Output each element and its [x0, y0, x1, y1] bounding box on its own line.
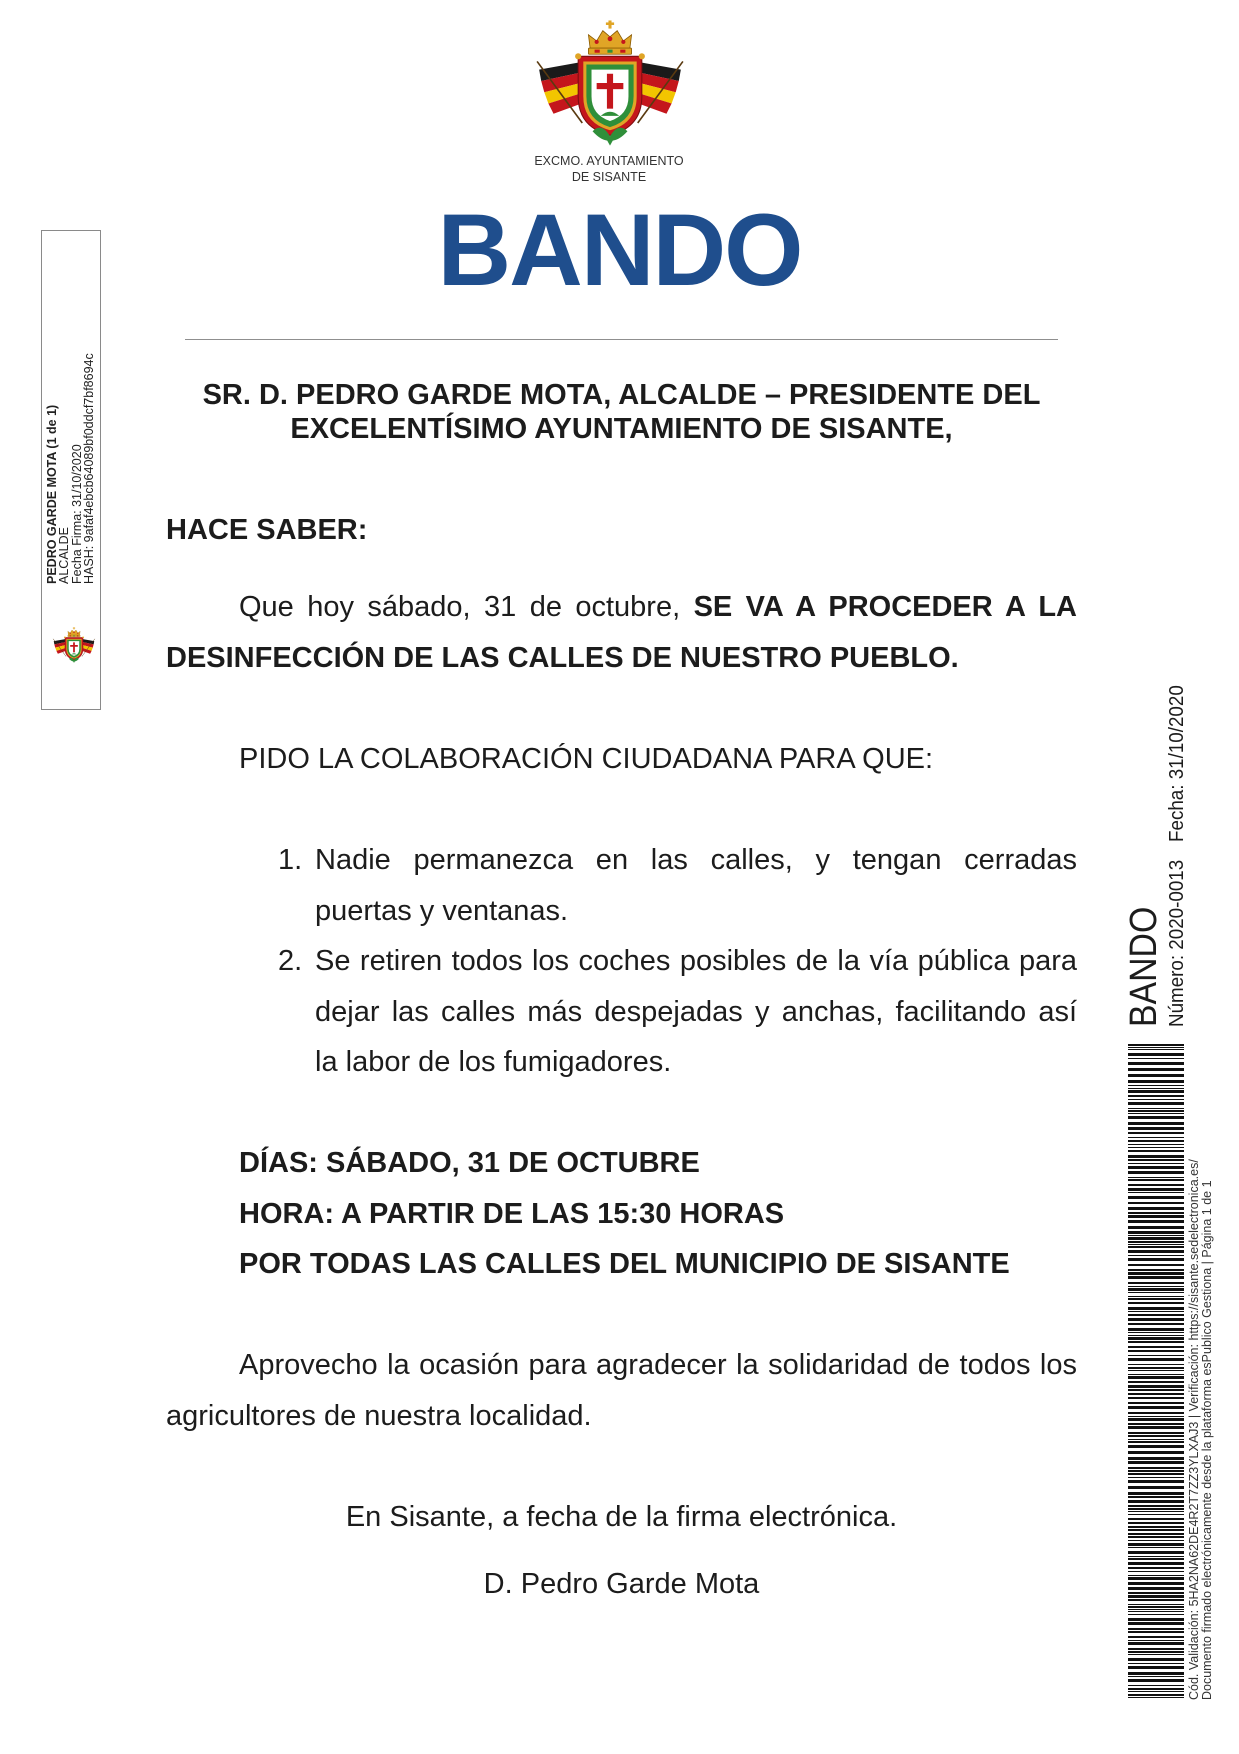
barcode-bar — [1128, 1159, 1184, 1161]
barcode-bar — [1128, 1688, 1184, 1690]
stamp-date: Fecha Firma: 31/10/2020 — [69, 444, 84, 584]
barcode-bar — [1128, 1090, 1184, 1093]
announcement-paragraph — [166, 582, 1077, 683]
barcode-bar — [1128, 1335, 1184, 1336]
barcode-bar — [1128, 1358, 1184, 1361]
barcode-bar — [1128, 1622, 1184, 1625]
barcode-bar — [1128, 1370, 1184, 1371]
barcode-bar — [1128, 1461, 1184, 1464]
barcode-bar — [1128, 1192, 1184, 1193]
barcode-bar — [1128, 1272, 1184, 1275]
barcode-bar — [1128, 1599, 1184, 1601]
barcode-bar — [1128, 1108, 1184, 1109]
barcode-bar — [1128, 1685, 1184, 1686]
mayor-heading-line1: SR. D. PEDRO GARDE MOTA, ALCALDE – PRESIDENTE DEL — [202, 379, 1041, 411]
barcode-bar — [1128, 1518, 1184, 1520]
barcode-bar — [1128, 1269, 1184, 1271]
announcement-intro: Que hoy sábado, 31 de octubre, — [239, 591, 681, 623]
hace-saber-label: HACE SABER: — [166, 514, 368, 546]
barcode-bar — [1128, 1276, 1184, 1279]
barcode-bar — [1128, 1435, 1184, 1437]
barcode-bar — [1128, 1397, 1184, 1399]
barcode-bar — [1128, 1473, 1184, 1475]
registry-date: Fecha: 31/10/2020 — [1166, 685, 1188, 842]
barcode-bar — [1128, 1323, 1184, 1325]
barcode-bar — [1128, 1486, 1184, 1489]
barcode-bar — [1128, 1163, 1184, 1164]
emblem-caption-line1: EXCMO. AYUNTAMIENTO — [534, 154, 684, 168]
barcode-bar — [1128, 1226, 1184, 1229]
barcode-bar — [1128, 1511, 1184, 1512]
barcode-bar — [1128, 1311, 1184, 1312]
barcode-bar — [1128, 1171, 1184, 1174]
signature-stamp-text — [46, 344, 95, 584]
list-item-number: 2. — [278, 945, 303, 977]
barcode-bar — [1128, 1640, 1184, 1641]
barcode-bar — [1128, 1328, 1184, 1331]
barcode-bar — [1128, 1088, 1184, 1089]
list-item-number: 1. — [278, 844, 303, 876]
barcode-bar — [1128, 1215, 1184, 1218]
barcode-bar — [1128, 1235, 1184, 1236]
barcode-bar — [1128, 1047, 1184, 1048]
barcode-bar — [1128, 1676, 1184, 1677]
stamp-role: ALCALDE — [57, 527, 72, 584]
barcode-bar — [1128, 1127, 1184, 1130]
list-item-line: puertas y ventanas. — [315, 894, 569, 927]
list-item-line: Nadie permanezca en las calles, y tengan cerradas — [315, 844, 1077, 876]
barcode-bar — [1128, 1470, 1184, 1472]
barcode-bar — [1128, 1237, 1184, 1240]
barcode-bar — [1128, 1346, 1184, 1348]
barcode-bar — [1128, 1053, 1184, 1056]
barcode-bar — [1128, 1441, 1184, 1443]
thanks-line: agricultores de nuestra localidad. — [166, 1399, 592, 1432]
mayor-heading-line2: EXCELENTÍSIMO AYUNTAMIENTO DE SISANTE, — [290, 413, 953, 445]
barcode-bar — [1128, 1500, 1184, 1503]
barcode-bar — [1128, 1113, 1184, 1114]
barcode-bar — [1128, 1179, 1184, 1181]
barcode-bar — [1128, 1457, 1184, 1460]
registry-number: Número: 2020-0013 — [1166, 859, 1188, 1027]
barcode-bar — [1128, 1110, 1184, 1112]
barcode-bar — [1128, 1177, 1184, 1178]
barcode-bar — [1128, 1614, 1184, 1615]
barcode-bar — [1128, 1505, 1184, 1507]
barcode-bar — [1128, 1562, 1184, 1565]
barcode-bar — [1128, 1332, 1184, 1333]
barcode-bar — [1128, 1477, 1184, 1478]
barcode-bar — [1128, 1286, 1184, 1287]
barcode-bar — [1128, 1679, 1184, 1682]
barcode-bar — [1128, 1604, 1184, 1605]
barcode-bar — [1128, 1244, 1184, 1245]
barcode-bar — [1128, 1642, 1184, 1645]
barcode-bar — [1128, 1062, 1184, 1065]
barcode-bar — [1128, 1571, 1184, 1572]
barcode-bar — [1128, 1264, 1184, 1266]
barcode-bar — [1128, 1302, 1184, 1304]
thanks-line: Aprovecho la ocasión para agradecer la solidaridad de todos los — [239, 1349, 1077, 1381]
barcode-bar — [1128, 1558, 1184, 1560]
schedule-days: DÍAS: SÁBADO, 31 DE OCTUBRE — [239, 1147, 700, 1179]
barcode-bar — [1128, 1282, 1184, 1284]
stamp-hash: HASH: 9afaf4ebcb64089bf0ddcf7bf8694c — [81, 353, 96, 584]
barcode-bar — [1128, 1314, 1184, 1316]
barcode-bar — [1128, 1393, 1184, 1395]
platform-line: Documento firmado electrónicamente desde la plataforma esPublico Gestiona | Página 1 de 1 — [1199, 1180, 1214, 1700]
barcode-bar — [1128, 1166, 1184, 1169]
barcode-bar — [1128, 1423, 1184, 1425]
barcode-bar — [1128, 1467, 1184, 1469]
barcode-bar — [1128, 1341, 1184, 1343]
barcode-bar — [1128, 1631, 1184, 1633]
barcode-bar — [1128, 1044, 1184, 1046]
list-item-line: Se retiren todos los coches posibles de la vía pública para — [315, 945, 1077, 977]
barcode-bar — [1128, 1202, 1184, 1204]
title-divider — [185, 339, 1058, 340]
barcode-bar — [1128, 1577, 1184, 1580]
stamp-coat-of-arms — [52, 626, 96, 664]
barcode-bar — [1128, 1102, 1184, 1105]
barcode-bar — [1128, 1672, 1184, 1675]
barcode-bar — [1128, 1307, 1184, 1310]
barcode-bar — [1128, 1426, 1184, 1429]
barcode-bar — [1128, 1374, 1184, 1375]
validation-code-line: Cód. Validación: 5HA2NA62DE4R2T7ZZ3YLXAJ3 | Verificación: https://sisante.sedelectronica.es/ — [1187, 1159, 1201, 1700]
validation-barcode — [1128, 1044, 1184, 1700]
barcode-bar — [1128, 1068, 1184, 1071]
schedule-area: POR TODAS LAS CALLES DEL MUNICIPIO DE SISANTE — [239, 1248, 1010, 1280]
barcode-bar — [1128, 1432, 1184, 1434]
barcode-bar — [1128, 1220, 1184, 1223]
barcode-bar — [1128, 1132, 1184, 1134]
emblem-caption-line2: DE SISANTE — [571, 170, 647, 184]
barcode-bar — [1128, 1150, 1184, 1152]
barcode-bar — [1128, 1651, 1184, 1653]
barcode-bar — [1128, 1666, 1184, 1669]
barcode-bar — [1128, 1445, 1184, 1448]
barcode-bar — [1128, 1116, 1184, 1119]
mayor-heading — [166, 378, 1077, 446]
barcode-bar — [1128, 1543, 1184, 1546]
barcode-bar — [1128, 1654, 1184, 1655]
barcode-bar — [1128, 1155, 1184, 1158]
barcode-bar — [1128, 1480, 1184, 1483]
barcode-bar — [1128, 1611, 1184, 1612]
barcode-bar — [1128, 1628, 1184, 1630]
barcode-bar — [1128, 1416, 1184, 1417]
closing-line: En Sisante, a fecha de la firma electrónica. — [345, 1501, 898, 1533]
barcode-bar — [1128, 1697, 1184, 1698]
barcode-bar — [1128, 1406, 1184, 1409]
signatory-name: D. Pedro Garde Mota — [483, 1568, 760, 1600]
barcode-bar — [1128, 1618, 1184, 1621]
barcode-bar — [1128, 1540, 1184, 1541]
barcode-bar — [1128, 1691, 1184, 1692]
barcode-bar — [1128, 1567, 1184, 1569]
barcode-bar — [1128, 1376, 1184, 1379]
barcode-bar — [1128, 1381, 1184, 1383]
barcode-bar — [1128, 1529, 1184, 1531]
barcode-bar — [1128, 1049, 1184, 1050]
barcode-bar — [1128, 1451, 1184, 1454]
barcode-bar — [1128, 1595, 1184, 1598]
barcode-bar — [1128, 1137, 1184, 1138]
barcode-bar — [1128, 1418, 1184, 1421]
barcode-bar — [1128, 1536, 1184, 1538]
barcode-bar — [1128, 1080, 1184, 1083]
barcode-bar — [1128, 1389, 1184, 1391]
barcode-bar — [1128, 1355, 1184, 1356]
barcode-bar — [1128, 1196, 1184, 1199]
barcode-bar — [1128, 1556, 1184, 1557]
registry-doc-type: BANDO — [1123, 906, 1165, 1027]
barcode-bar — [1128, 1258, 1184, 1261]
registry-validation-text — [1188, 1140, 1213, 1700]
barcode-bar — [1128, 1085, 1184, 1086]
schedule-time: HORA: A PARTIR DE LAS 15:30 HORAS — [239, 1197, 785, 1230]
list-item-line: la labor de los fumigadores. — [315, 1046, 672, 1078]
barcode-bar — [1128, 1412, 1184, 1414]
document-title: BANDO — [437, 193, 802, 307]
barcode-bar — [1128, 1184, 1184, 1186]
barcode-bar — [1128, 1144, 1184, 1145]
announcement-bold: SE VA A PROCEDER A LA DESINFECCIÓN DE LAS CALLES DE NUESTRO PUEBLO. — [166, 591, 1077, 674]
barcode-bar — [1128, 1292, 1184, 1293]
barcode-bar — [1128, 1074, 1184, 1077]
barcode-bar — [1128, 1246, 1184, 1248]
barcode-bar — [1128, 1367, 1184, 1369]
barcode-bar — [1128, 1364, 1184, 1365]
barcode-bar — [1128, 1296, 1184, 1297]
barcode-bar — [1128, 1140, 1184, 1142]
barcode-bar — [1128, 1694, 1184, 1696]
request-line: PIDO LA COLABORACIÓN CIUDADANA PARA QUE: — [239, 743, 934, 775]
barcode-bar — [1128, 1147, 1184, 1148]
barcode-bar — [1128, 1439, 1184, 1440]
barcode-bar — [1128, 1385, 1184, 1388]
barcode-bar — [1128, 1547, 1184, 1548]
barcode-bar — [1128, 1609, 1184, 1610]
barcode-bar — [1128, 1592, 1184, 1594]
barcode-bar — [1128, 1231, 1184, 1234]
barcode-bar — [1128, 1058, 1184, 1059]
barcode-bar — [1128, 1250, 1184, 1253]
barcode-bar — [1128, 1522, 1184, 1524]
barcode-bar — [1128, 1606, 1184, 1608]
barcode-bar — [1128, 1095, 1184, 1097]
barcode-bar — [1128, 1551, 1184, 1554]
barcode-bar — [1128, 1402, 1184, 1404]
barcode-bar — [1128, 1099, 1184, 1100]
barcode-bar — [1128, 1526, 1184, 1528]
barcode-bar — [1128, 1255, 1184, 1256]
stamp-signer: PEDRO GARDE MOTA (1 de 1) — [45, 404, 59, 584]
barcode-bar — [1128, 1492, 1184, 1495]
barcode-bar — [1128, 1337, 1184, 1340]
coat-of-arms-emblem — [533, 20, 687, 146]
barcode-bar — [1128, 1318, 1184, 1321]
barcode-bar — [1128, 1288, 1184, 1291]
barcode-bar — [1128, 1663, 1184, 1664]
barcode-bar — [1128, 1241, 1184, 1243]
barcode-bar — [1128, 1496, 1184, 1498]
barcode-bar — [1128, 1575, 1184, 1576]
list-item-line: dejar las calles más despejadas y anchas, facilitando así — [315, 995, 1077, 1028]
barcode-bar — [1128, 1212, 1184, 1214]
barcode-bar — [1128, 1533, 1184, 1535]
barcode-bar — [1128, 1636, 1184, 1638]
barcode-bar — [1128, 1188, 1184, 1191]
barcode-bar — [1128, 1122, 1184, 1125]
barcode-bar — [1128, 1658, 1184, 1661]
barcode-bar — [1128, 1582, 1184, 1585]
barcode-bar — [1128, 1207, 1184, 1210]
barcode-bar — [1128, 1514, 1184, 1515]
barcode-bar — [1128, 1298, 1184, 1300]
barcode-bar — [1128, 1508, 1184, 1510]
barcode-bar — [1128, 1587, 1184, 1590]
barcode-bar — [1128, 1648, 1184, 1650]
barcode-bar — [1128, 1350, 1184, 1352]
